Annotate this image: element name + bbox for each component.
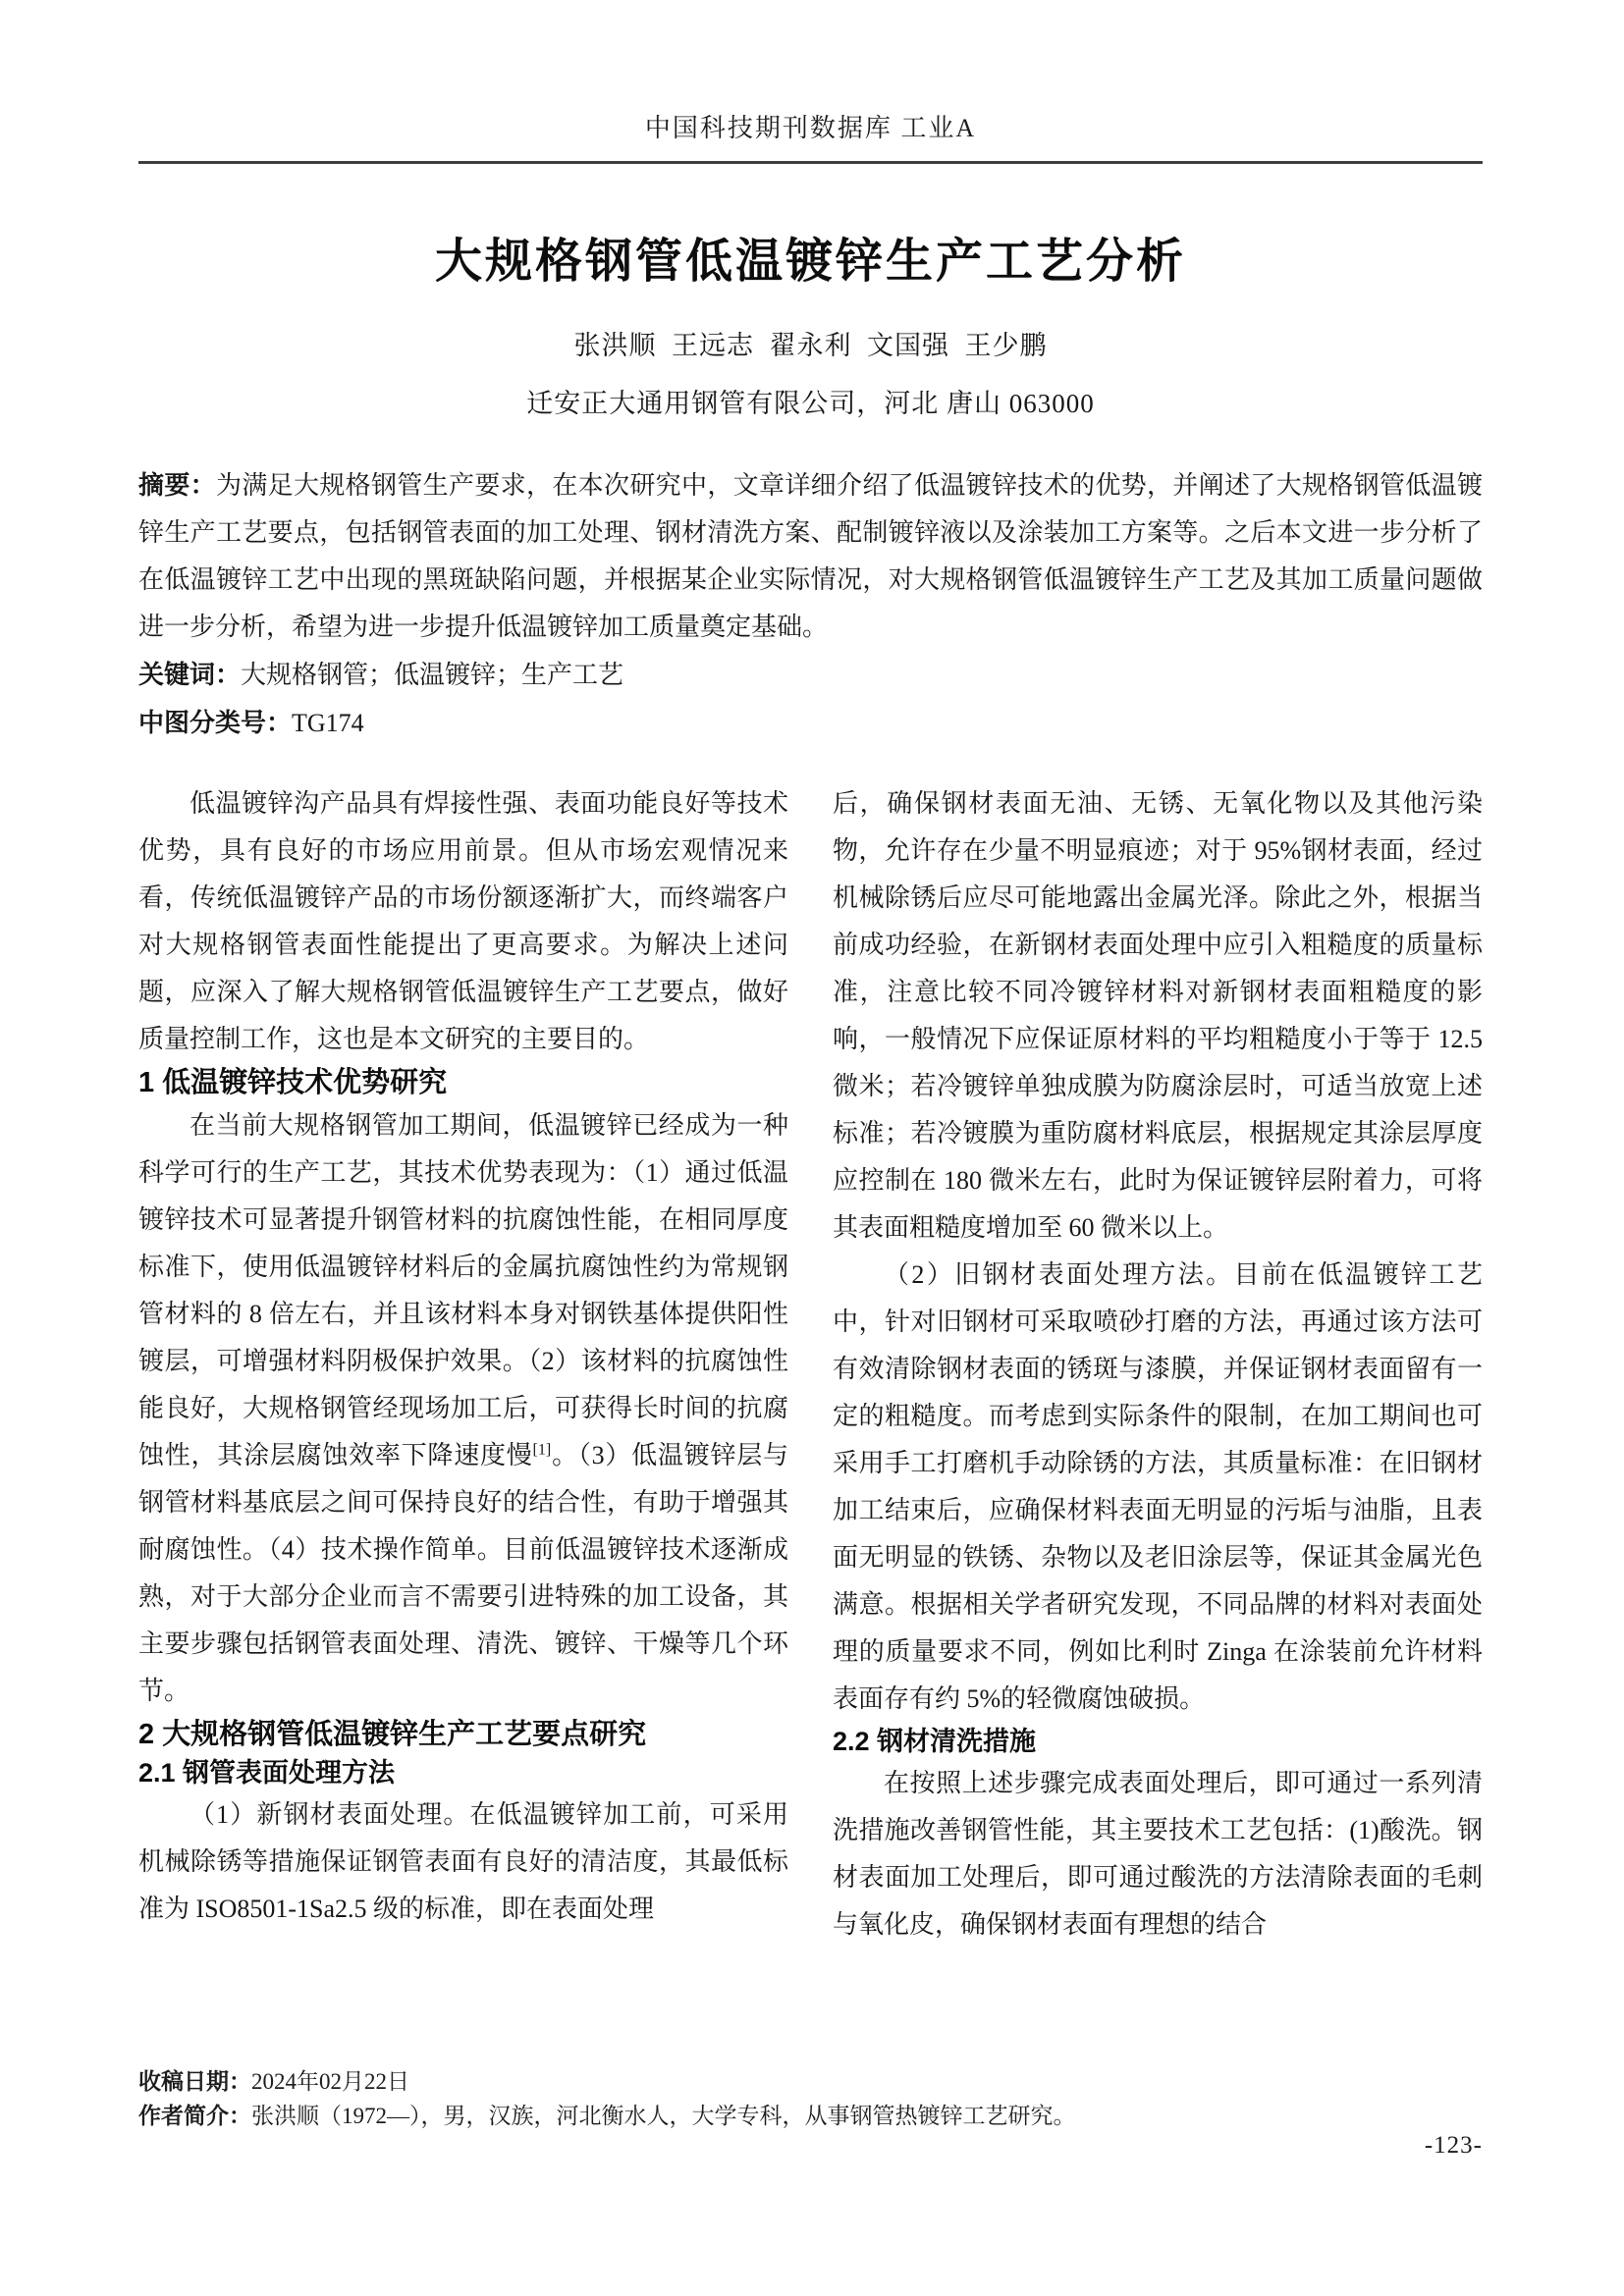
section-2-2-heading: 2.2 钢材清洗措施 [833,1727,1037,1756]
abstract-label: 摘要： [138,470,216,500]
author-bio-label: 作者简介： [138,2103,251,2128]
article-title: 大规格钢管低温镀锌生产工艺分析 [434,236,1186,288]
section-2-1-paragraph-continued: 后，确保钢材表面无油、无锈、无氧化物以及其他污染物，允许存在少量不明显痕迹；对于 95%钢材表面，经过机械除锈后应尽可能地露出金属光泽。除此之外，根据当前成功经验，在新钢材表面处理中应引入粗糙度的质量标准，注意比较不同冷镀锌材料对新钢材表面粗糙度的影响，一般情况下应保证原材料的平均粗糙度小于等于 12.5 微米；若冷镀锌单独成膜为防腐涂层时，可适当放宽上述标准；若冷镀膜为重防腐材料底层，根据规定其涂层厚度应控制在 180 微米左右，此时为保证镀锌层附着力，可将其表面粗糙度增加至 60 微米以上。 [833,789,1483,1242]
body-columns [138,780,1483,1949]
section-1-text-before-ref: 在当前大规格钢管加工期间，低温镀锌已经成为一种科学可行的生产工艺，其技术优势表现为：（1）通过低温镀锌技术可显著提升钢管材料的抗腐蚀性能，在相同厚度标准下，使用低温镀锌材料后的金属抗腐蚀性约为常规钢管材料的 8 倍左右，并且该材料本身对钢铁基体提供阳性镀层，可增强材料阴极保护效果。（2）该材料的抗腐蚀性能良好，大规格钢管经现场加工后，可获得长时间的抗腐蚀性，其涂层腐蚀效率下降速度慢 [138,1111,788,1469]
author-bio-line [138,2099,1483,2133]
section-2-2-paragraph: 在按照上述步骤完成表面处理后，即可通过一系列清洗措施改善钢管性能，其主要技术工艺包括：(1)酸洗。钢材表面加工处理后，即可通过酸洗的方法清除表面的毛刺与氧化皮，确保钢材表面有理想的结合 [833,1769,1483,1939]
section-1-paragraph [138,1102,788,1715]
received-date-value: 2024年02月22日 [251,2069,409,2094]
section-1-text-after-ref: 。（3）低温镀锌层与钢管材料基底层之间可保持良好的结合性，有助于增强其耐腐蚀性。（4）技术操作简单。目前低温镀锌技术逐渐成熟，对于大部分企业而言不需要引进特殊的加工设备，其主要步骤包括钢管表面处理、清洗、镀锌、干燥等几个环节。 [138,1441,788,1705]
right-column [833,780,1483,1949]
section-2-1-paragraph: （1）新钢材表面处理。在低温镀锌加工前，可采用机械除锈等措施保证钢管表面有良好的清洁度，其最低标准为 ISO8501-1Sa2.5 级的标准，即在表面处理 [138,1800,788,1923]
authors: 张洪顺 王远志 翟永利 文国强 王少鹏 [573,331,1048,360]
received-date-line [138,2064,1483,2099]
keywords [138,651,1483,699]
footnote-ref: [1] [532,1441,552,1459]
header-divider [138,161,1483,164]
abstract-text: 为满足大规格钢管生产要求，在本次研究中，文章详细介绍了低温镀锌技术的优势，并阐述了大规格钢管低温镀锌生产工艺要点，包括钢管表面的加工处理、钢材清洗方案、配制镀锌液以及涂装加工方案等。之后本文进一步分析了在低温镀锌工艺中出现的黑斑缺陷问题，并根据某企业实际情况，对大规格钢管低温镀锌生产工艺及其加工质量问题做进一步分析，希望为进一步提升低温镀锌加工质量奠定基础。 [138,471,1483,641]
footnote-block [138,2064,1483,2133]
section-1-heading: 1 低温镀锌技术优势研究 [138,1067,448,1098]
received-date-label: 收稿日期： [138,2068,251,2094]
article-meta [138,461,1483,747]
affiliation: 迁安正大通用钢管有限公司，河北 唐山 063000 [526,389,1095,418]
clc-text: TG174 [292,709,364,737]
keywords-text: 大规格钢管；低温镀锌；生产工艺 [241,661,624,689]
left-column [138,780,788,1949]
intro-paragraph: 低温镀锌沟产品具有焊接性强、表面功能良好等技术优势，具有良好的市场应用前景。但从市场宏观情况来看，传统低温镀锌产品的市场份额逐渐扩大，而终端客户对大规格钢管表面性能提出了更高要求。为解决上述问题，应深入了解大规格钢管低温镀锌生产工艺要点，做好质量控制工作，这也是本文研究的主要目的。 [138,789,788,1053]
section-2-1-paragraph-2: （2）旧钢材表面处理方法。目前在低温镀锌工艺中，针对旧钢材可采取喷砂打磨的方法，再通过该方法可有效清除钢材表面的锈斑与漆膜，并保证钢材表面留有一定的粗糙度。而考虑到实际条件的限制，在加工期间也可采用手工打磨机手动除锈的方法，其质量标准：在旧钢材加工结束后，应确保材料表面无明显的污垢与油脂，且表面无明显的铁锈、杂物以及老旧涂层等，保证其金属光色满意。根据相关学者研究发现，不同品牌的材料对表面处理的质量要求不同，例如比利时 Zinga 在涂装前允许材料表面存有约 5%的轻微腐蚀破损。 [833,1260,1483,1713]
clc [138,699,1483,747]
section-2-1-heading: 2.1 钢管表面处理方法 [138,1758,396,1788]
clc-label: 中图分类号： [138,708,293,737]
author-bio-text: 张洪顺（1972—），男，汉族，河北衡水人，大学专科，从事钢管热镀锌工艺研究。 [251,2104,1076,2128]
keywords-label: 关键词： [138,660,242,689]
page-number: -123- [1424,2132,1483,2159]
abstract [138,461,1483,651]
section-2-heading: 2 大规格钢管低温镀锌生产工艺要点研究 [138,1719,647,1750]
journal-header: 中国科技期刊数据库 工业A [644,114,977,142]
